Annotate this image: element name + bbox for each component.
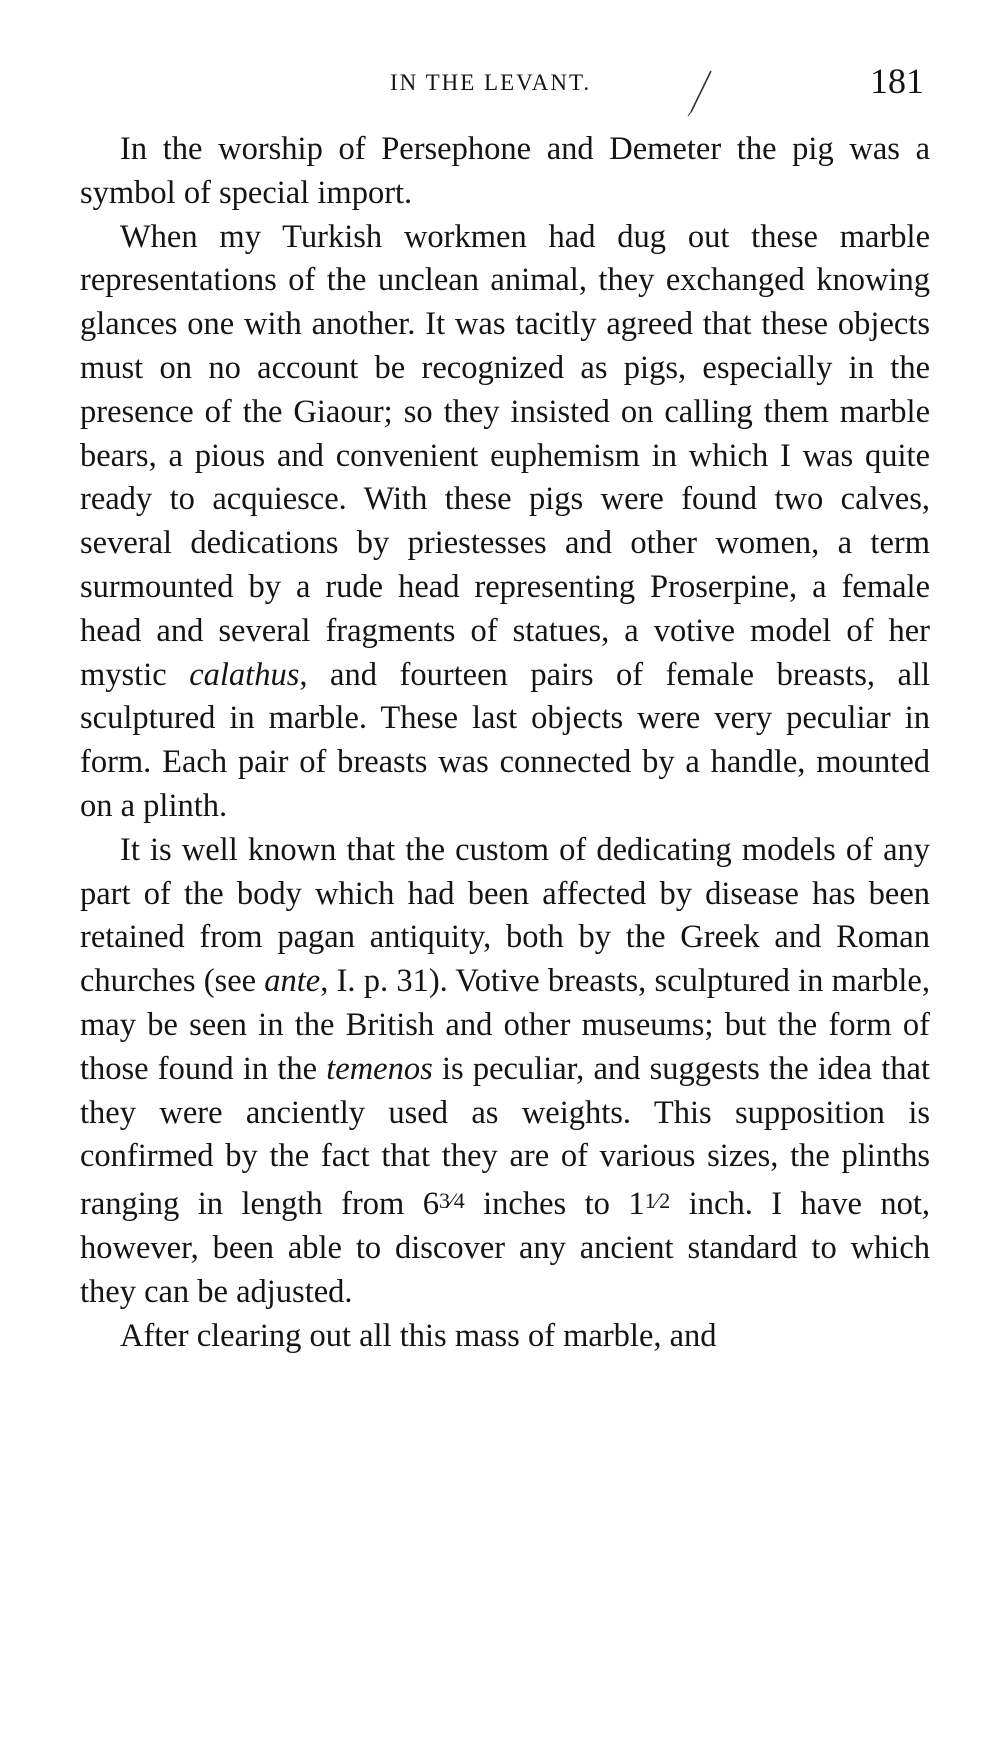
paragraph-3-text-e: inch. I have not, however, been able to discover any ancient standard to which they can be adjusted. xyxy=(80,1186,930,1310)
paragraph-3-text-a: It is well known that the custom of dedicating models of any part of the body which had been affected by disease has been retained from pagan antiquity, both by the Greek and Roman churches (see xyxy=(80,831,930,1000)
book-page xyxy=(80,60,930,1720)
paragraph-3-text-d: inches to 1 xyxy=(464,1186,645,1223)
paragraph-2-text-b: , and fourteen pairs of female breasts, all sculptured in marble. These last objects were very peculiar in form. Each pair of breasts was connected by a handle, mounted on a plinth. xyxy=(80,656,930,824)
paragraph-3 xyxy=(80,829,930,1315)
fraction-one-half: 1⁄2 xyxy=(644,1188,671,1214)
paragraph-3-text-b: , I. p. 31). Votive breasts, sculptured in marble, may be seen in the British and other museums; but the form of those found in the xyxy=(80,963,930,1087)
running-head: IN THE LEVANT. xyxy=(390,70,592,95)
paragraph-4-text: After clearing out all this mass of marble, and xyxy=(120,1317,717,1354)
fraction-three-quarters: 3⁄4 xyxy=(439,1188,465,1214)
paragraph-1-text: In the worship of Persephone and Demeter the pig was a symbol of special import. xyxy=(80,131,930,211)
paragraph-3-italic-temenos: temenos xyxy=(326,1050,433,1087)
paragraph-3-text-c: is peculiar, and suggests the idea that they were anciently used as weights. This supposition is confirmed by the fact that they are of various sizes, the plinths ranging in length from 6 xyxy=(80,1050,930,1223)
paragraph-1 xyxy=(80,128,930,216)
body-text xyxy=(80,128,930,1358)
pencil-mark-icon xyxy=(685,68,715,118)
paragraph-2-text-a: When my Turkish workmen had dug out these marble representations of the unclean animal, they exchanged knowing glances one with another. It was tacitly agreed that these objects must on no account be recognized as pigs, especially in the presence of the Giaour; so they insisted on calling them marble bears, a pious and convenient euphemism in which I was quite ready to acquiesce. With these pigs were found two calves, several dedications by priestesses and other women, a term surmounted by a rude head representing Proserpine, a female head and several fragments of statues, a votive model of her mystic xyxy=(80,218,930,693)
page-header xyxy=(80,60,930,122)
paragraph-2-italic: calathus xyxy=(189,656,300,693)
paragraph-4 xyxy=(80,1315,930,1359)
paragraph-3-italic-ante: ante xyxy=(264,963,321,1000)
page-number: 181 xyxy=(870,61,924,101)
paragraph-2 xyxy=(80,216,930,829)
